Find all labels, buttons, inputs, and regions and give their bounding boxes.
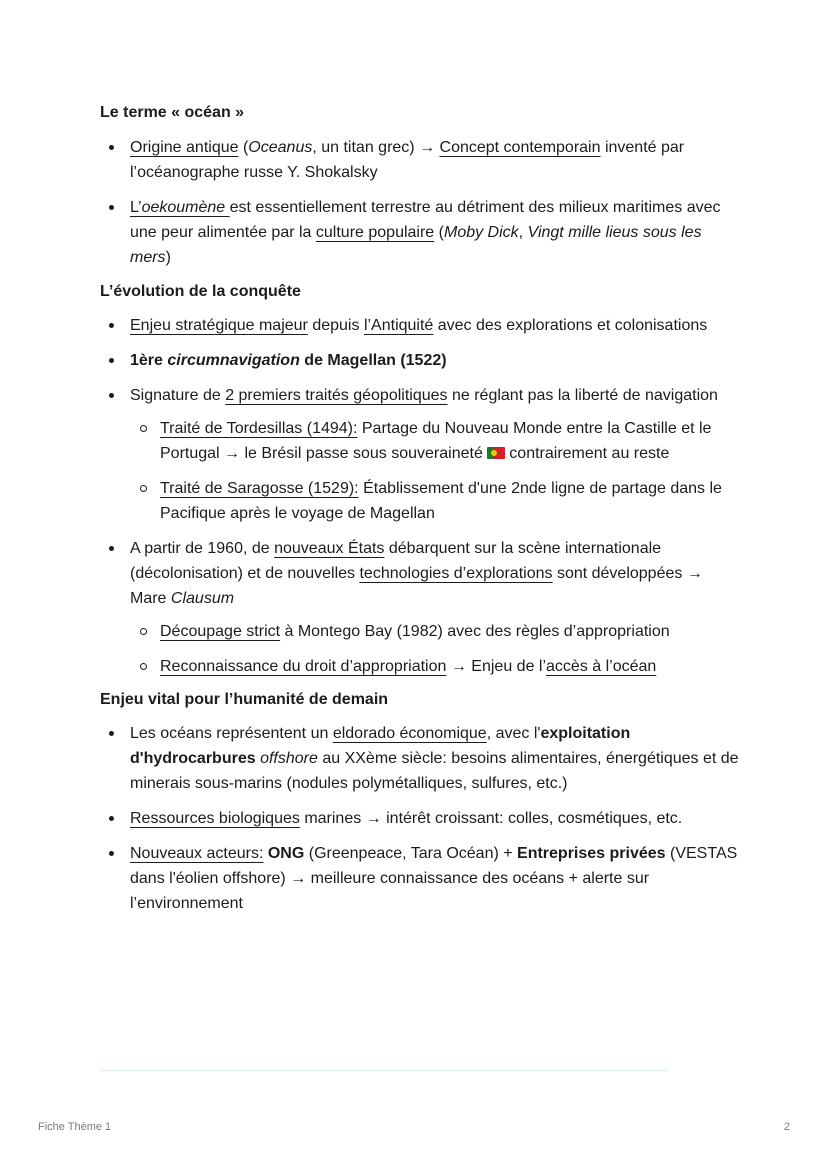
bullet-list: [100, 721, 740, 916]
italic-term: Vingt mille lieus sous les mers: [130, 224, 702, 266]
list-item: [100, 135, 740, 185]
section-heading-ocean-term: Le terme « océan »: [100, 104, 245, 121]
text: (Greenpeace, Tara Océan) +: [304, 845, 518, 862]
text: inventé par l’océanographe russe Y. Shokalsky: [130, 139, 685, 181]
underlined-term: Enjeu stratégique majeur: [130, 317, 308, 334]
bullet-list: [100, 135, 740, 270]
italic-term: Oceanus: [248, 139, 313, 156]
italic-term: Clausum: [170, 590, 235, 607]
italic-term: circumnavigation: [167, 352, 300, 369]
underlined-term: 2 premiers traités géopolitiques: [225, 387, 448, 404]
list-item: [100, 313, 740, 338]
bold-statement: [130, 352, 447, 369]
text: 1ère: [130, 352, 168, 369]
underlined-term: [130, 199, 230, 216]
sub-list-item: [130, 654, 740, 679]
italic-term: oekoumène: [141, 199, 230, 216]
text: → Enjeu de l’: [446, 658, 547, 675]
text: ,: [518, 224, 528, 241]
text: Partage du Nouveau Monde entre la Castille et le Portugal → le Brésil passe sous souveraineté: [160, 420, 712, 462]
sub-list-item: [130, 416, 740, 466]
text: A partir de 1960, de: [130, 540, 275, 557]
text: , avec l': [486, 725, 541, 742]
text: débarquent sur la scène internationale (décolonisation) et de nouvelles: [130, 540, 662, 582]
text: contrairement au reste: [504, 445, 670, 462]
text: (: [238, 139, 249, 156]
underlined-term: Nouveaux acteurs:: [130, 845, 264, 862]
text: L’: [130, 199, 142, 216]
text: Signature de: [130, 387, 226, 404]
text: ): [165, 249, 171, 266]
text: (: [434, 224, 444, 241]
underlined-term: Traité de Saragosse (1529):: [160, 480, 359, 497]
paragraph: [130, 536, 740, 611]
underlined-term: Ressources biologiques: [130, 810, 300, 827]
list-item: [100, 536, 740, 679]
text: à Montego Bay (1982) avec des règles d’appropriation: [280, 623, 670, 640]
text: est essentiellement terrestre au détriment des milieux maritimes avec une peur alimentée par la: [130, 199, 721, 241]
list-item: [100, 195, 740, 270]
text: avec des explorations et colonisations: [433, 317, 708, 334]
underlined-term: culture populaire: [315, 224, 435, 241]
italic-term: Moby Dick: [443, 224, 519, 241]
portugal-flag-icon: [487, 447, 505, 459]
bold-term: exploitation d'hydrocarbures: [130, 725, 631, 767]
underlined-term: Concept contemporain: [439, 139, 601, 156]
bullet-list: [100, 313, 740, 679]
list-item: [100, 348, 740, 373]
sub-list-item: [130, 619, 740, 644]
underlined-term: nouveaux États: [274, 540, 385, 557]
underlined-term: Découpage strict: [160, 623, 281, 640]
divider: [100, 1070, 668, 1071]
sub-bullet-list: [130, 619, 740, 679]
paragraph: [130, 383, 740, 408]
text: Établissement d'une 2nde ligne de partage dans le Pacifique après le voyage de Magellan: [160, 480, 722, 522]
text: marines → intérêt croissant: colles, cosmétiques, etc.: [299, 810, 683, 827]
section-heading-conquest: L’évolution de la conquête: [100, 283, 301, 300]
underlined-term: technologies d’explorations: [359, 565, 553, 582]
text: sont développées → Mare: [130, 565, 703, 607]
underlined-term: l’Antiquité: [363, 317, 434, 334]
underlined-term: eldorado économique: [332, 725, 487, 742]
bold-term: Entreprises privées: [517, 845, 666, 862]
page-number: 2: [783, 1121, 790, 1133]
sub-list-item: [130, 476, 740, 526]
bold-term: ONG: [267, 845, 305, 862]
text: de Magellan (1522): [299, 352, 447, 369]
sub-bullet-list: [130, 416, 740, 526]
list-item: [100, 721, 740, 796]
text: ne réglant pas la liberté de navigation: [447, 387, 718, 404]
list-item: [100, 383, 740, 526]
document-body: [100, 100, 740, 916]
text: (VESTAS dans l'éolien offshore) → meilleure connaissance des océans + alerte sur l’environnement: [130, 845, 738, 912]
section-heading-vital-stake: Enjeu vital pour l’humanité de demain: [100, 691, 389, 708]
text: , un titan grec) →: [312, 139, 440, 156]
footer-title: Fiche Thème 1: [38, 1121, 112, 1133]
italic-term: offshore: [260, 750, 318, 767]
text: depuis: [307, 317, 364, 334]
underlined-term: Traité de Tordesillas (1494):: [160, 420, 358, 437]
underlined-term: accès à l’océan: [546, 658, 657, 675]
underlined-term: Origine antique: [130, 139, 239, 156]
list-item: [100, 806, 740, 831]
text: au XXème siècle: besoins alimentaires, énergétiques et de minerais sous-marins (nodules polymétalliques, sulfures, etc.): [130, 750, 739, 792]
text: Les océans représentent un: [130, 725, 333, 742]
underlined-term: Reconnaissance du droit d’appropriation: [160, 658, 447, 675]
list-item: [100, 841, 740, 916]
